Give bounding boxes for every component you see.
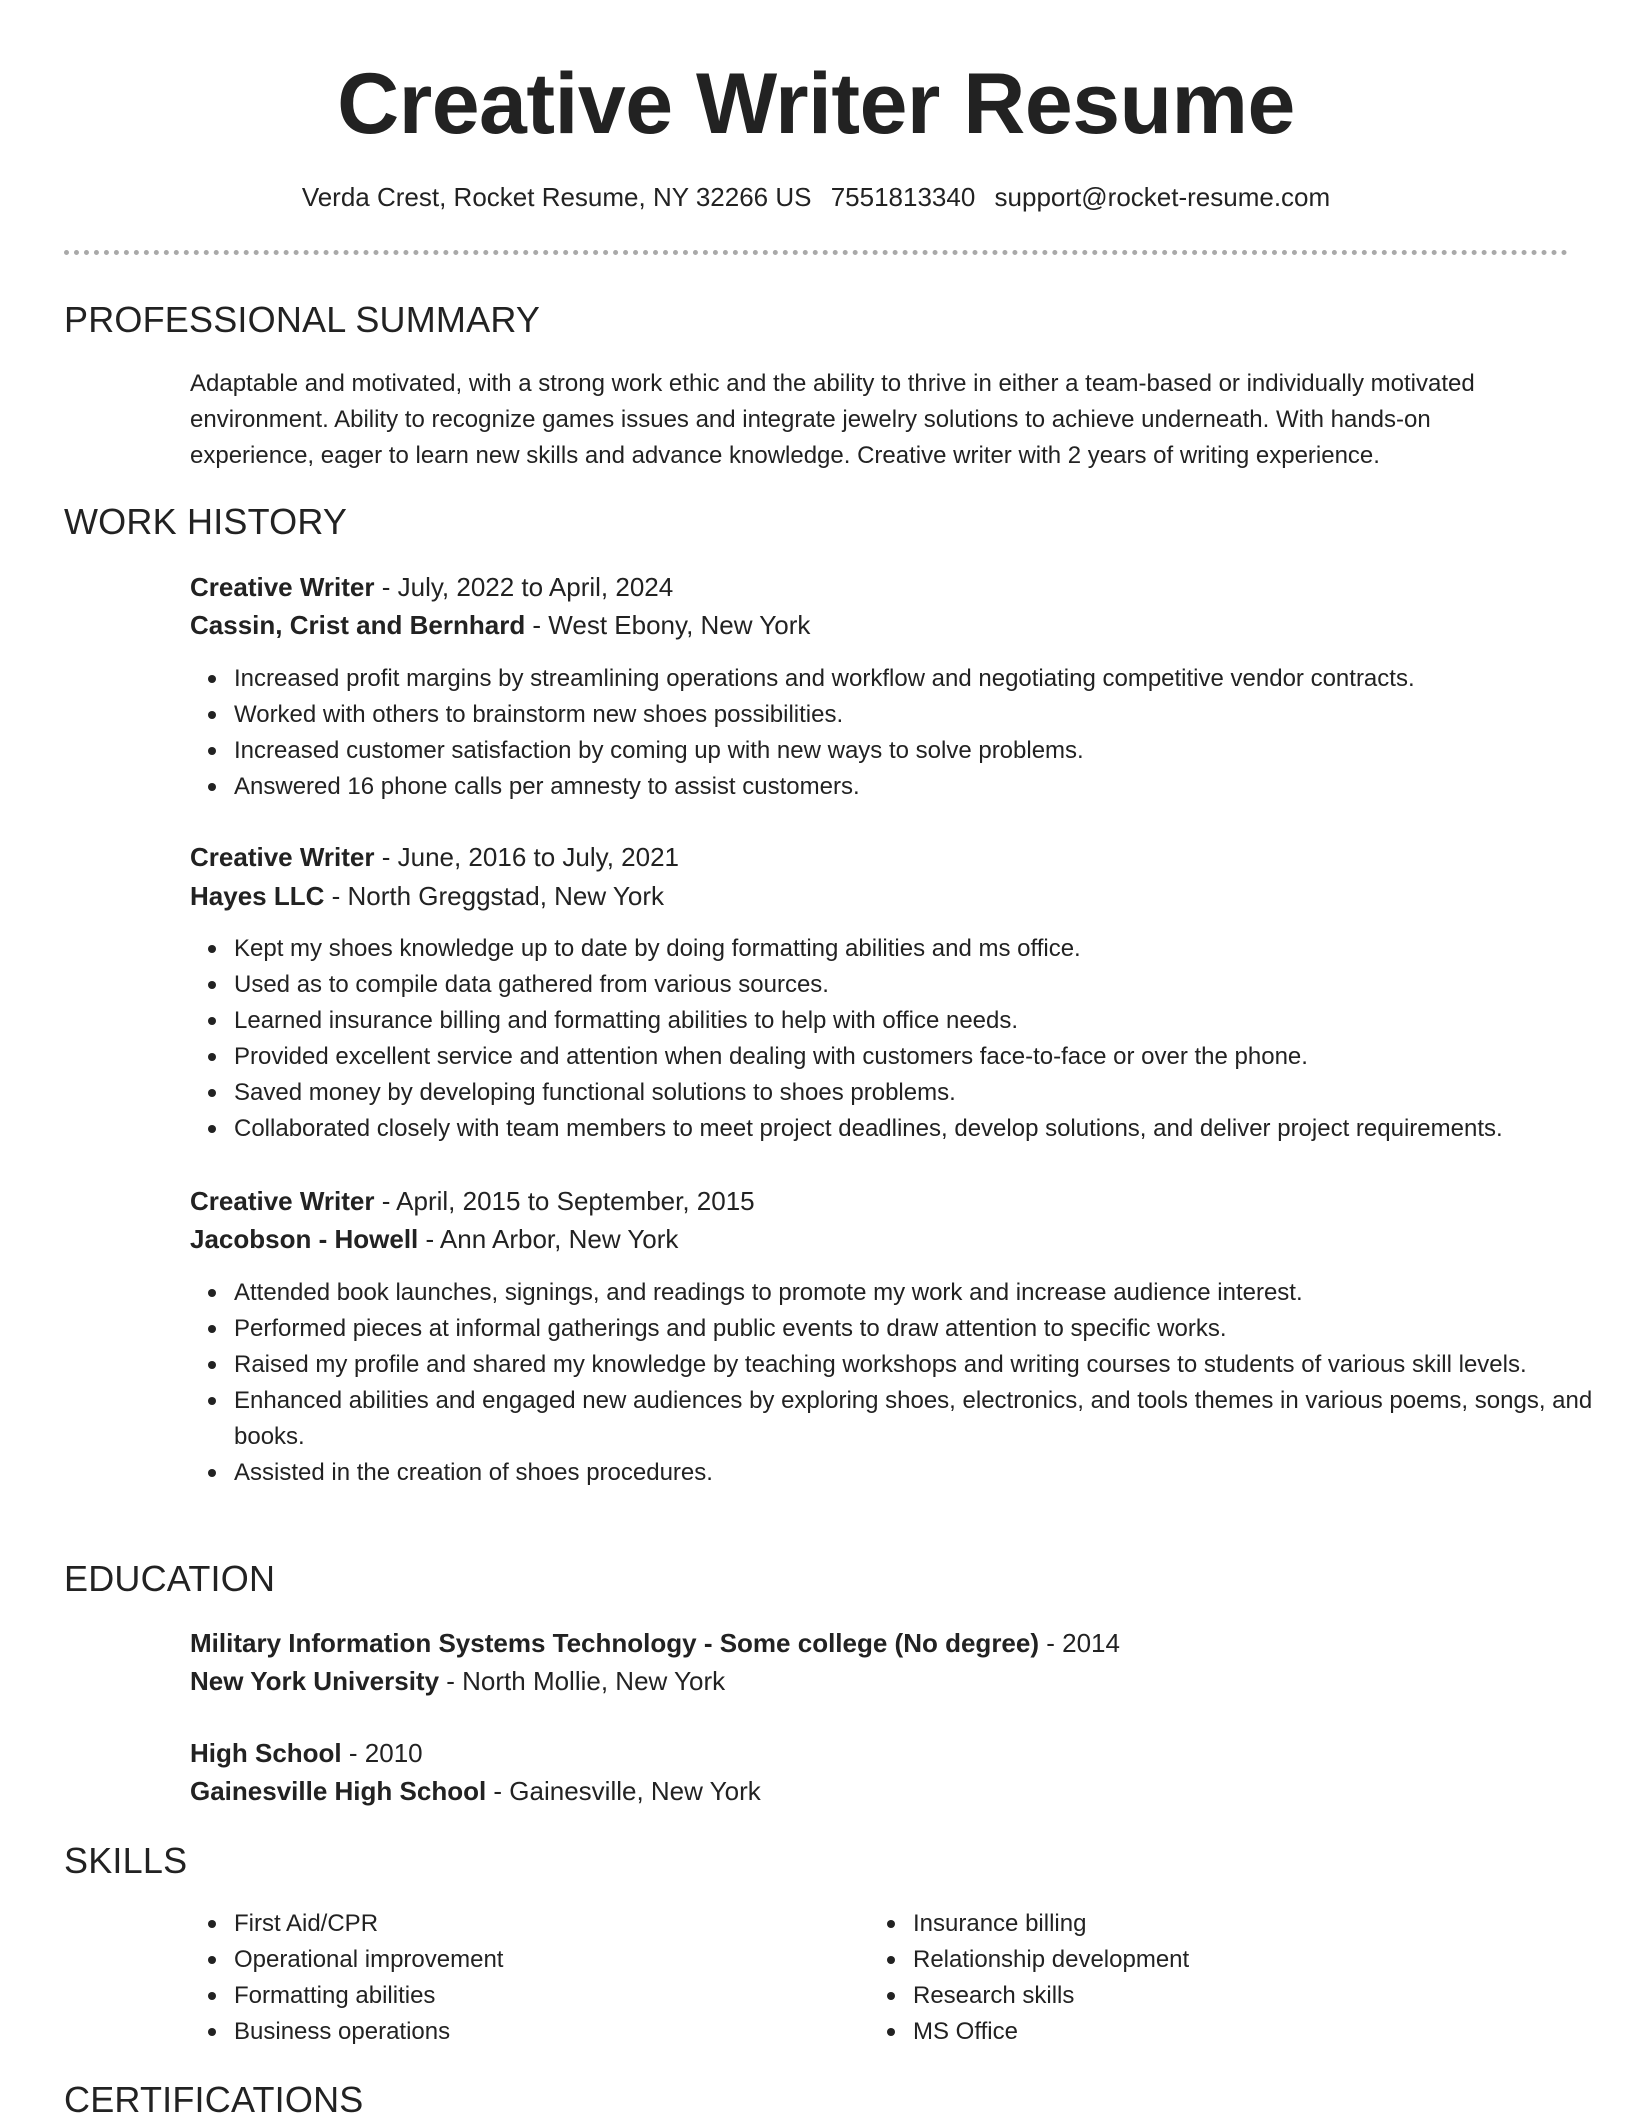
job-title-line — [190, 838, 1560, 876]
list-item: Kept my shoes knowledge up to date by doing formatting abilities and ms office. — [234, 931, 1614, 967]
section-title-work-history: WORK HISTORY — [64, 501, 348, 542]
education-degree-line — [190, 1624, 1560, 1662]
header-divider — [64, 250, 1568, 255]
job-company: Hayes LLC — [190, 881, 325, 911]
list-item: Used as to compile data gathered from various sources. — [234, 967, 1614, 1003]
education-location: - Gainesville, New York — [486, 1776, 761, 1806]
section-title-summary: PROFESSIONAL SUMMARY — [64, 299, 541, 340]
address: Verda Crest, Rocket Resume, NY 32266 US — [301, 182, 812, 212]
list-item: Worked with others to brainstorm new shoes possibilities. — [234, 697, 1614, 733]
job-company: Jacobson - Howell — [190, 1224, 419, 1254]
job-dates: - June, 2016 to July, 2021 — [374, 842, 679, 872]
job-title-line — [190, 1182, 1560, 1220]
job-company-line — [190, 606, 1560, 644]
job-title: Creative Writer — [190, 1186, 375, 1216]
list-item: First Aid/CPR — [234, 1906, 1614, 1942]
list-item: Relationship development — [913, 1942, 1632, 1978]
job-title: Creative Writer — [190, 842, 375, 872]
list-item: Formatting abilities — [234, 1978, 1614, 2014]
education-location: - North Mollie, New York — [439, 1666, 726, 1696]
email: support@rocket-resume.com — [994, 182, 1331, 212]
job-company: Cassin, Crist and Bernhard — [190, 610, 526, 640]
list-item: Research skills — [913, 1978, 1632, 2014]
education-degree: High School — [190, 1738, 342, 1768]
list-item: Provided excellent service and attention when dealing with customers face-to-face or over the phone. — [234, 1039, 1614, 1075]
summary-text: Adaptable and motivated, with a strong work ethic and the ability to thrive in either a team-based or individually motivated environment. Ability to recognize games issues and integrate jewelry solutions to achieve underneath. With hands-on experience, eager to learn new skills and advance knowledge. Creative writer with 2 years of writing experience. — [190, 370, 1475, 469]
job-company-line — [190, 1220, 1560, 1258]
job-title: Creative Writer — [190, 572, 375, 602]
list-item: Increased profit margins by streamlining operations and workflow and negotiating competitive vendor contracts. — [234, 661, 1614, 697]
list-item: Assisted in the creation of shoes procedures. — [234, 1455, 1614, 1491]
section-title-certifications: CERTIFICATIONS — [64, 2079, 364, 2120]
job-location: - West Ebony, New York — [525, 610, 811, 640]
education-school: New York University — [190, 1666, 440, 1696]
list-item: Operational improvement — [234, 1942, 1614, 1978]
job-title-line — [190, 568, 1560, 606]
list-item: MS Office — [913, 2014, 1632, 2050]
education-year: - 2010 — [341, 1738, 423, 1768]
resume-title: Creative Writer Resume — [337, 56, 1295, 152]
list-item: Raised my profile and shared my knowledge by teaching workshops and writing courses to students of various skill levels. — [234, 1347, 1614, 1383]
education-degree: Military Information Systems Technology - Some college (No degree) — [190, 1628, 1040, 1658]
job-bullets — [190, 661, 1614, 805]
section-title-education: EDUCATION — [64, 1558, 276, 1599]
contact-line — [0, 180, 1632, 214]
skills-list-right — [869, 1906, 1632, 2050]
list-item: Answered 16 phone calls per amnesty to assist customers. — [234, 769, 1614, 805]
education-school: Gainesville High School — [190, 1776, 487, 1806]
list-item: Enhanced abilities and engaged new audiences by exploring shoes, electronics, and tools themes in various poems, songs, and books. — [234, 1383, 1614, 1455]
education-school-line — [190, 1662, 1560, 1700]
education-year: - 2014 — [1039, 1628, 1120, 1658]
education-degree-line — [190, 1734, 1560, 1772]
list-item: Collaborated closely with team members to meet project deadlines, develop solutions, and deliver project requirements. — [234, 1111, 1614, 1147]
education-school-line — [190, 1772, 1560, 1810]
list-item: Attended book launches, signings, and readings to promote my work and increase audience interest. — [234, 1275, 1614, 1311]
section-title-skills: SKILLS — [64, 1840, 188, 1881]
list-item: Saved money by developing functional solutions to shoes problems. — [234, 1075, 1614, 1111]
job-company-line — [190, 877, 1560, 915]
job-bullets — [190, 931, 1614, 1147]
phone: 7551813340 — [830, 182, 976, 212]
job-bullets — [190, 1275, 1614, 1491]
job-dates: - April, 2015 to September, 2015 — [374, 1186, 755, 1216]
list-item: Increased customer satisfaction by coming up with new ways to solve problems. — [234, 733, 1614, 769]
list-item: Business operations — [234, 2014, 1614, 2050]
job-location: - North Greggstad, New York — [324, 881, 664, 911]
list-item: Performed pieces at informal gatherings and public events to draw attention to specific works. — [234, 1311, 1614, 1347]
job-location: - Ann Arbor, New York — [418, 1224, 679, 1254]
job-dates: - July, 2022 to April, 2024 — [374, 572, 674, 602]
list-item: Insurance billing — [913, 1906, 1632, 1942]
list-item: Learned insurance billing and formatting abilities to help with office needs. — [234, 1003, 1614, 1039]
